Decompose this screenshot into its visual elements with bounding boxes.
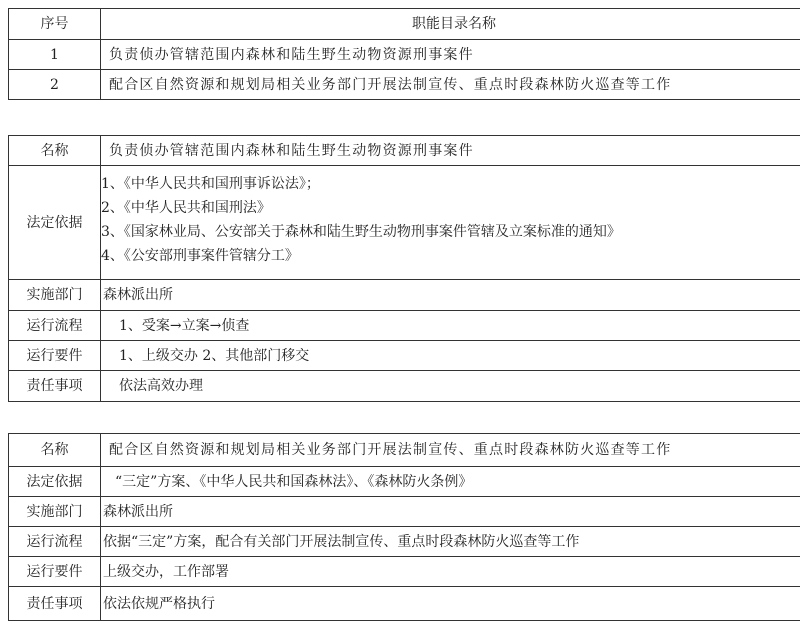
catalog-row-name: 负责侦办管辖范围内森林和陆生野生动物资源刑事案件: [101, 40, 800, 70]
label-process: 运行流程: [9, 311, 101, 341]
catalog-header-name: 职能目录名称: [101, 9, 800, 40]
table-row: [9, 40, 800, 70]
value-department: 森林派出所: [101, 280, 800, 311]
catalog-row-index: 2: [9, 70, 101, 100]
function-catalog-table: [8, 8, 800, 100]
catalog-header-row: [9, 9, 800, 40]
legal-basis-item: 1、《中华人民共和国刑事诉讼法》；: [101, 176, 320, 192]
detail-row-department: [9, 280, 800, 311]
legal-basis-item: 3、《国家林业局、公安部关于森林和陆生野生动物刑事案件管辖及立案标准的通知》: [101, 224, 621, 240]
label-requirements: 运行要件: [9, 557, 101, 587]
detail-row-department: [9, 497, 800, 527]
detail-row-responsibility: [9, 371, 800, 402]
value-requirements: 上级交办，工作部署: [101, 557, 800, 587]
value-legal-basis: “三定”方案、《中华人民共和国森林法》、《森林防火条例》: [101, 467, 800, 497]
value-requirements: 1、上级交办 2、其他部门移交: [101, 341, 800, 371]
value-legal-basis: [101, 166, 800, 280]
label-department: 实施部门: [9, 497, 101, 527]
value-name: 负责侦办管辖范围内森林和陆生野生动物资源刑事案件: [101, 136, 800, 166]
value-name: 配合区自然资源和规划局相关业务部门开展法制宣传、重点时段森林防火巡查等工作: [101, 434, 800, 467]
label-name: 名称: [9, 434, 101, 467]
detail-row-requirements: [9, 341, 800, 371]
detail-row-name: [9, 136, 800, 166]
detail-row-requirements: [9, 557, 800, 587]
value-responsibility: 依法依规严格执行: [101, 587, 800, 621]
legal-basis-item: 2、《中华人民共和国刑法》: [101, 200, 271, 216]
label-process: 运行流程: [9, 527, 101, 557]
legal-basis-item: 4、《公安部刑事案件管辖分工》: [101, 248, 299, 264]
detail-table-2: [8, 433, 800, 621]
label-legal-basis: 法定依据: [9, 166, 101, 280]
detail-row-process: [9, 527, 800, 557]
value-process: 依据“三定”方案，配合有关部门开展法制宣传、重点时段森林防火巡查等工作: [101, 527, 800, 557]
catalog-row-index: 1: [9, 40, 101, 70]
value-process: 1、受案→立案→侦查: [101, 311, 800, 341]
value-department: 森林派出所: [101, 497, 800, 527]
detail-row-name: [9, 434, 800, 467]
label-responsibility: 责任事项: [9, 371, 101, 402]
detail-row-responsibility: [9, 587, 800, 621]
label-department: 实施部门: [9, 280, 101, 311]
label-name: 名称: [9, 136, 101, 166]
label-responsibility: 责任事项: [9, 587, 101, 621]
table-row: [9, 70, 800, 100]
value-responsibility: 依法高效办理: [101, 371, 800, 402]
catalog-row-name: 配合区自然资源和规划局相关业务部门开展法制宣传、重点时段森林防火巡查等工作: [101, 70, 800, 100]
catalog-header-index: 序号: [9, 9, 101, 40]
detail-row-process: [9, 311, 800, 341]
label-requirements: 运行要件: [9, 341, 101, 371]
detail-row-legal-basis: [9, 166, 800, 280]
detail-table-1: [8, 135, 800, 402]
detail-row-legal-basis: [9, 467, 800, 497]
label-legal-basis: 法定依据: [9, 467, 101, 497]
